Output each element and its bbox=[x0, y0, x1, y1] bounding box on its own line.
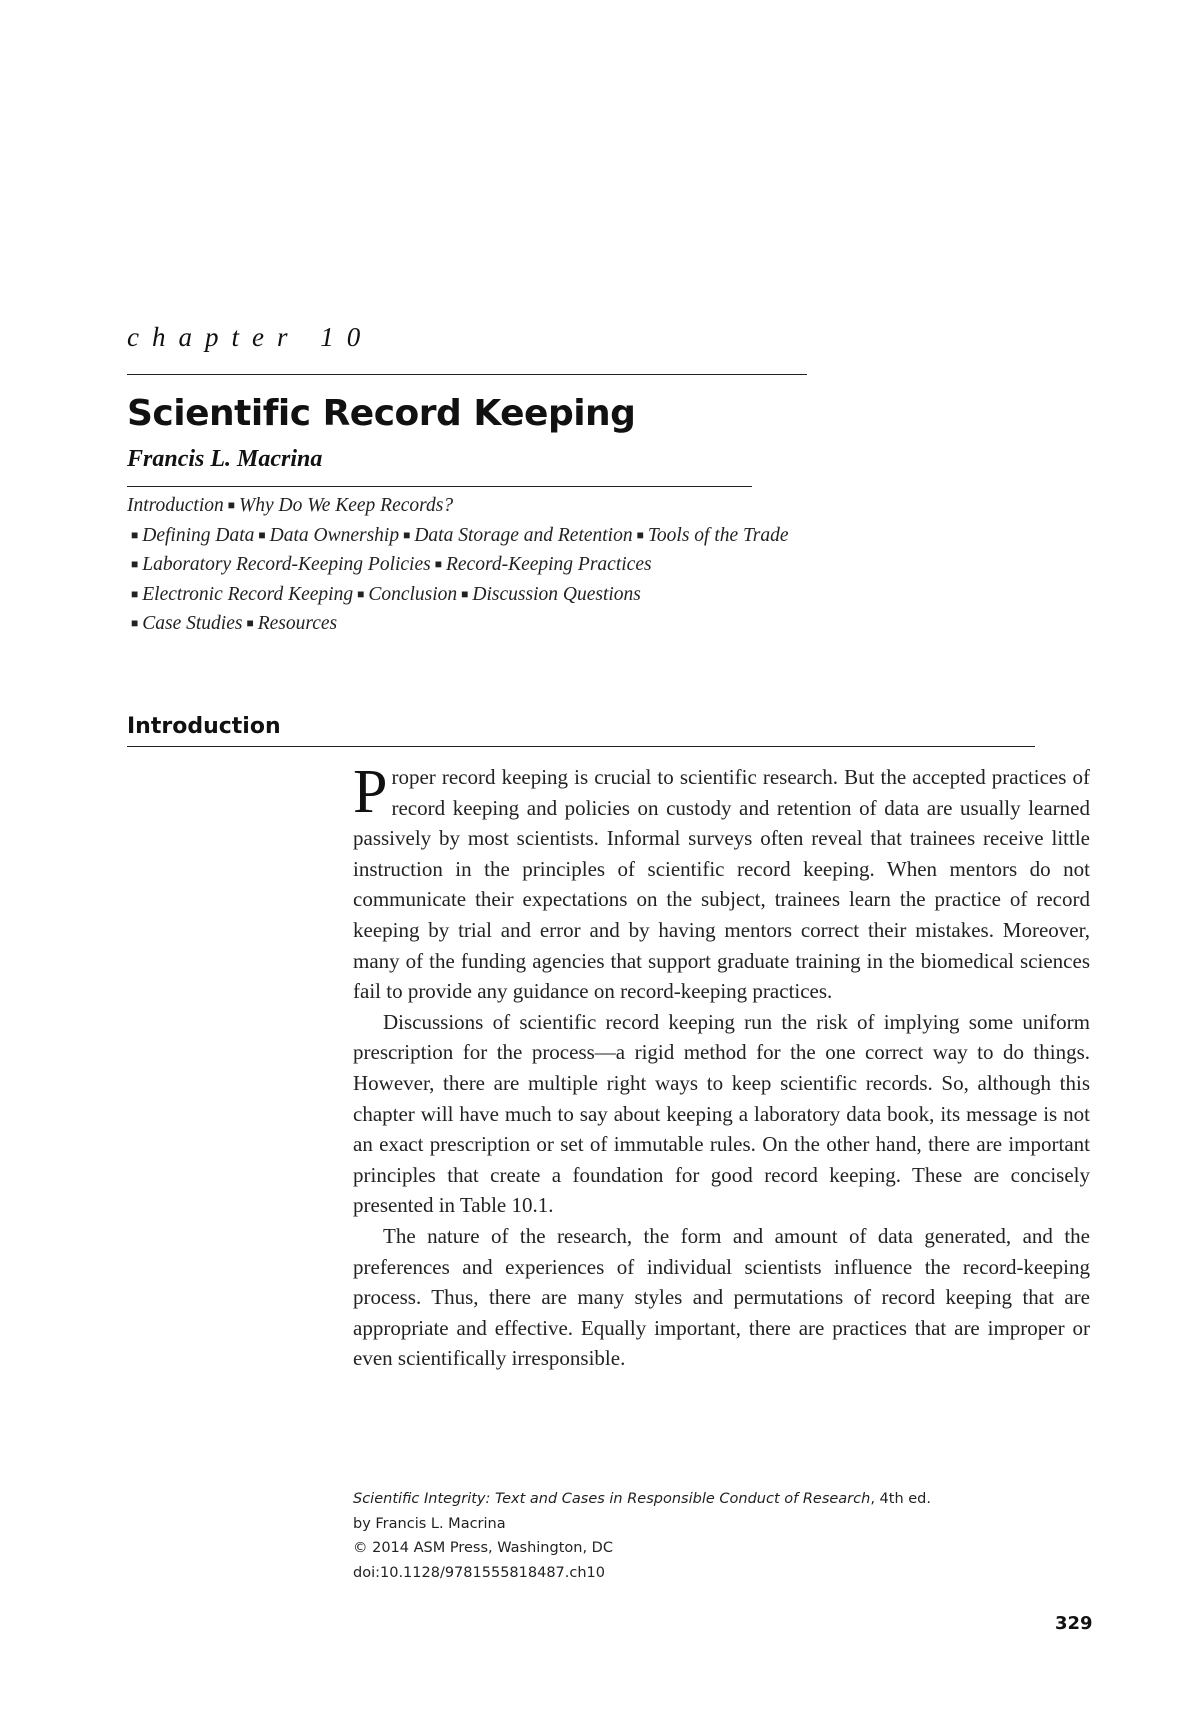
toc-item: Introduction bbox=[127, 495, 224, 516]
toc-separator: ■ bbox=[357, 586, 365, 601]
toc-item: Discussion Questions bbox=[472, 583, 641, 605]
toc-separator: ■ bbox=[131, 586, 139, 601]
toc-separator: ■ bbox=[636, 527, 644, 542]
toc-item: Tools of the Trade bbox=[647, 524, 789, 546]
toc-item: Data Storage and Retention bbox=[414, 524, 633, 546]
toc-separator: ■ bbox=[246, 616, 254, 631]
chapter-author: Francis L. Macrina bbox=[127, 446, 323, 472]
section-heading: Introduction bbox=[127, 714, 281, 739]
toc-item: Data Ownership bbox=[269, 524, 400, 546]
chapter-title: Scientific Record Keeping bbox=[127, 393, 636, 434]
page-number: 329 bbox=[1055, 1613, 1093, 1634]
toc-separator: ■ bbox=[131, 557, 139, 572]
paragraph-text: roper record keeping is crucial to scientific research. But the accepted practices of record keeping and policies on custody and retention of data are usually learned passively by most scientists. Informal surveys often reveal that trainees receive little instruction in the principles of scientific record keeping. When mentors do not communicate their expectations on the subject, trainees learn the practice of record keeping by trial and error and by having mentors correct their mistakes. Moreover, many of the funding agencies that support graduate training in the biomedical sciences fail to provide any guidance on record-keeping practices. bbox=[353, 765, 1090, 1004]
book-title: Scientific Integrity: Text and Cases in Responsible Conduct of Research bbox=[353, 1491, 871, 1507]
toc-item: Record-Keeping Practices bbox=[445, 554, 652, 576]
toc-item: Electronic Record Keeping bbox=[142, 583, 354, 605]
author-rule bbox=[127, 486, 752, 487]
chapter-rule bbox=[127, 374, 807, 375]
toc-item: Conclusion bbox=[368, 583, 458, 605]
drop-cap: P bbox=[353, 758, 388, 826]
toc-separator: ■ bbox=[434, 557, 442, 572]
footnote-doi: doi:10.1128/9781555818487.ch10 bbox=[353, 1564, 605, 1581]
toc-separator: ■ bbox=[131, 616, 139, 631]
footnote-copyright: © 2014 ASM Press, Washington, DC bbox=[353, 1540, 613, 1556]
paragraph: The nature of the research, the form and amount of data generated, and the preferences and experiences of individual scientists influence the record-keeping process. Thus, there are many styles and permutations of record keeping that are appropriate and effective. Equally important, there are practices that are improper or even scientifically irresponsible. bbox=[353, 1223, 1090, 1371]
chapter-label: chapter 10 bbox=[127, 322, 374, 352]
toc-separator: ■ bbox=[131, 527, 139, 542]
chapter-contents bbox=[127, 491, 789, 639]
toc-item: Case Studies bbox=[142, 613, 243, 635]
footnote-citation bbox=[353, 1487, 931, 1512]
toc-separator: ■ bbox=[461, 586, 469, 601]
toc-item: Defining Data bbox=[142, 524, 255, 546]
toc-item: Why Do We Keep Records? bbox=[239, 495, 454, 516]
toc-item: Laboratory Record-Keeping Policies bbox=[142, 554, 431, 576]
body-text bbox=[353, 758, 1090, 1374]
section-rule bbox=[127, 746, 1035, 747]
paragraph: Discussions of scientific record keeping run the risk of implying some uniform prescription for the process—a rigid method for the one correct way to do things. However, there are multiple right ways to keep scientific records. So, although this chapter will have much to say about keeping a laboratory data book, its message is not an exact prescription or set of immutable rules. On the other hand, there are important principles that create a foundation for good record keeping. These are concisely presented in Table 10.1. bbox=[353, 1009, 1090, 1218]
toc-separator: ■ bbox=[403, 527, 411, 542]
book-edition: , 4th ed. bbox=[870, 1491, 931, 1507]
toc-separator: ■ bbox=[227, 498, 236, 512]
footnote-byline: by Francis L. Macrina bbox=[353, 1515, 506, 1532]
toc-item: Resources bbox=[257, 613, 338, 635]
toc-separator: ■ bbox=[258, 527, 266, 542]
source-footnote bbox=[353, 1487, 931, 1585]
paragraph bbox=[353, 758, 1090, 1007]
